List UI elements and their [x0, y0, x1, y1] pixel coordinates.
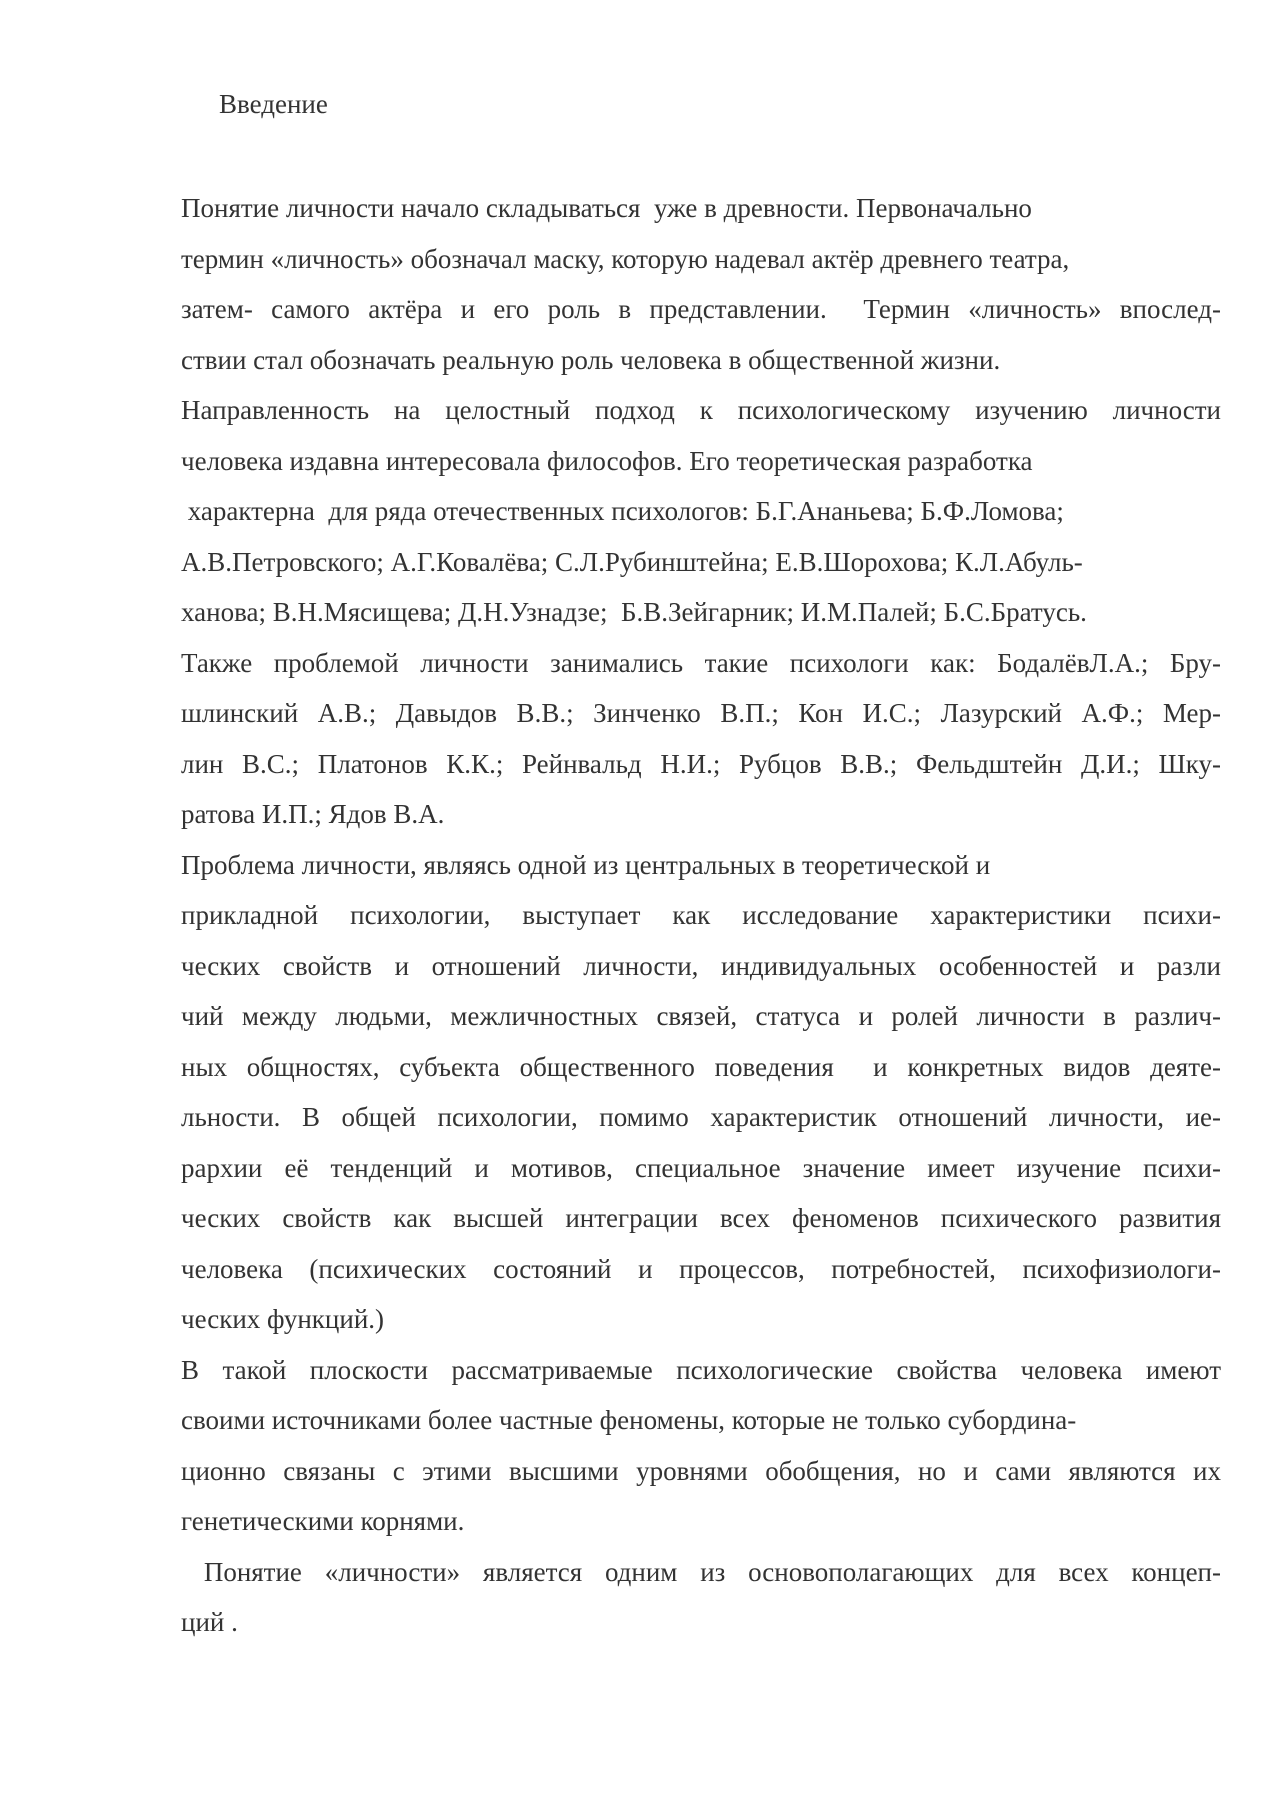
text-line: ческих свойств как высшей интеграции всех феноменов психического развития [181, 1203, 1221, 1233]
text-line: ческих свойств и отношений личности, индивидуальных особенностей и разли [181, 950, 1221, 981]
text-line: чий между людьми, межличностных связей, статуса и ролей личности в различ- [181, 1001, 1221, 1031]
text-line: человека (психических состояний и процессов, потребностей, психофизиологи- [181, 1253, 1221, 1284]
text-line: затем- самого актёра и его роль в представлении. Термин «личность» впослед- [181, 294, 1221, 324]
text-line: шлинский А.В.; Давыдов В.В.; Зинченко В.П.; Кон И.С.; Лазурский А.Ф.; Мер- [181, 698, 1221, 728]
text-line: прикладной психологии, выступает как исследование характеристики психи- [181, 900, 1221, 930]
text-line: ратова И.П.; Ядов В.А. [181, 799, 445, 829]
text-line: ционно связаны с этими высшими уровнями обобщения, но и сами являются их [181, 1455, 1221, 1486]
text-line: ханова; В.Н.Мясищева; Д.Н.Узнадзе; Б.В.Зейгарник; И.М.Палей; Б.С.Братусь. [181, 597, 1087, 627]
text-line: человека издавна интересовала философов. Его теоретическая разработка [181, 445, 1033, 476]
text-line: льности. В общей психологии, помимо характеристик отношений личности, ие- [181, 1102, 1221, 1132]
text-line: Направленность на целостный подход к психологическому изучению личности [181, 395, 1221, 425]
text-line: генетическими корнями. [181, 1506, 465, 1536]
text-line: рархии её тенденций и мотивов, специальное значение имеет изучение психи- [181, 1152, 1221, 1183]
text-line: своими источниками более частные феномены, которые не только субордина- [181, 1405, 1077, 1435]
document-body [181, 183, 1221, 1648]
text-line: А.В.Петровского; А.Г.Ковалёва; С.Л.Рубинштейна; Е.В.Шорохова; К.Л.Абуль- [181, 546, 1083, 577]
text-line: лин В.С.; Платонов К.К.; Рейнвальд Н.И.; Рубцов В.В.; Фельдштейн Д.И.; Шку- [181, 748, 1221, 779]
text-line: термин «личность» обозначал маску, которую надевал актёр древнего театра, [181, 243, 1070, 274]
text-line: ных общностях, субъекта общественного поведения и конкретных видов деяте- [181, 1051, 1221, 1082]
text-line: ческих функций.) [181, 1304, 385, 1334]
text-line: характерна для ряда отечественных психологов: Б.Г.Ананьева; Б.Ф.Ломова; [181, 496, 1064, 526]
text-line: Проблема личности, являясь одной из центральных в теоретической и [181, 849, 991, 880]
text-line: Понятие личности начало складываться уже в древности. Первоначально [181, 193, 1032, 223]
text-line: Также проблемой личности занимались такие психологи как: БодалёвЛ.А.; Бру- [181, 647, 1221, 678]
text-line: ций . [181, 1607, 238, 1637]
text-line: ствии стал обозначать реальную роль человека в общественной жизни. [181, 344, 1001, 375]
text-line: Понятие «личности» является одним из основополагающих для всех концеп- [181, 1556, 1221, 1587]
document-title: Введение [219, 89, 328, 119]
text-line: В такой плоскости рассматриваемые психологические свойства человека имеют [181, 1354, 1221, 1385]
